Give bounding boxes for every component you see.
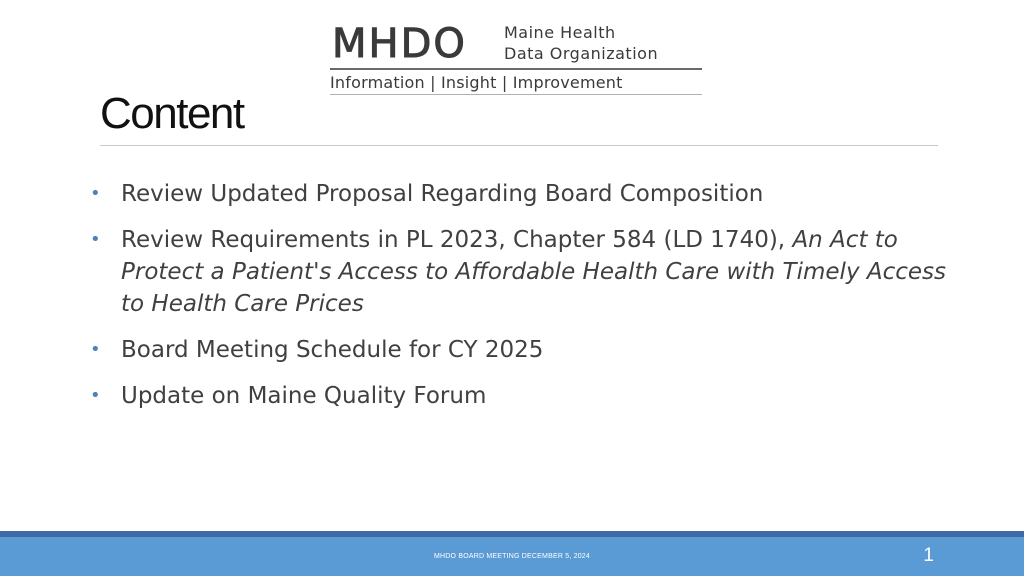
logo-divider-bottom <box>330 94 702 95</box>
bullet-list <box>90 178 950 426</box>
logo-tagline: Information | Insight | Improvement <box>330 73 623 92</box>
bullet-item <box>90 334 950 366</box>
slide-title: Content <box>100 89 244 138</box>
logo-org-line1: Maine Health <box>504 23 616 42</box>
logo-org-name <box>504 22 658 64</box>
logo-mark: MHDO <box>332 21 467 67</box>
bullet-icon: • <box>90 339 101 360</box>
bullet-italic-text: An Act to Protect a Patient's Access to Affordable Health Care with Timely Access to Health Care Prices <box>121 227 947 317</box>
logo-org-line2: Data Organization <box>504 44 659 63</box>
bullet-item <box>90 380 950 412</box>
title-divider <box>100 145 938 146</box>
bullet-text: Review Requirements in PL 2023, Chapter 584 (LD 1740), <box>121 227 793 253</box>
bullet-item <box>90 224 950 320</box>
footer <box>0 537 1024 576</box>
bullet-text: Update on Maine Quality Forum <box>121 383 487 409</box>
bullet-icon: • <box>90 385 101 406</box>
logo-divider <box>330 68 702 70</box>
bullet-text: Review Updated Proposal Regarding Board Composition <box>121 181 764 207</box>
footer-text: MHDO BOARD MEETING DECEMBER 5, 2024 <box>434 553 590 560</box>
page-number: 1 <box>923 545 934 566</box>
mhdo-logo <box>328 18 704 98</box>
bullet-icon: • <box>90 229 101 250</box>
bullet-icon: • <box>90 183 101 204</box>
bullet-text: Board Meeting Schedule for CY 2025 <box>121 337 544 363</box>
bullet-item <box>90 178 950 210</box>
